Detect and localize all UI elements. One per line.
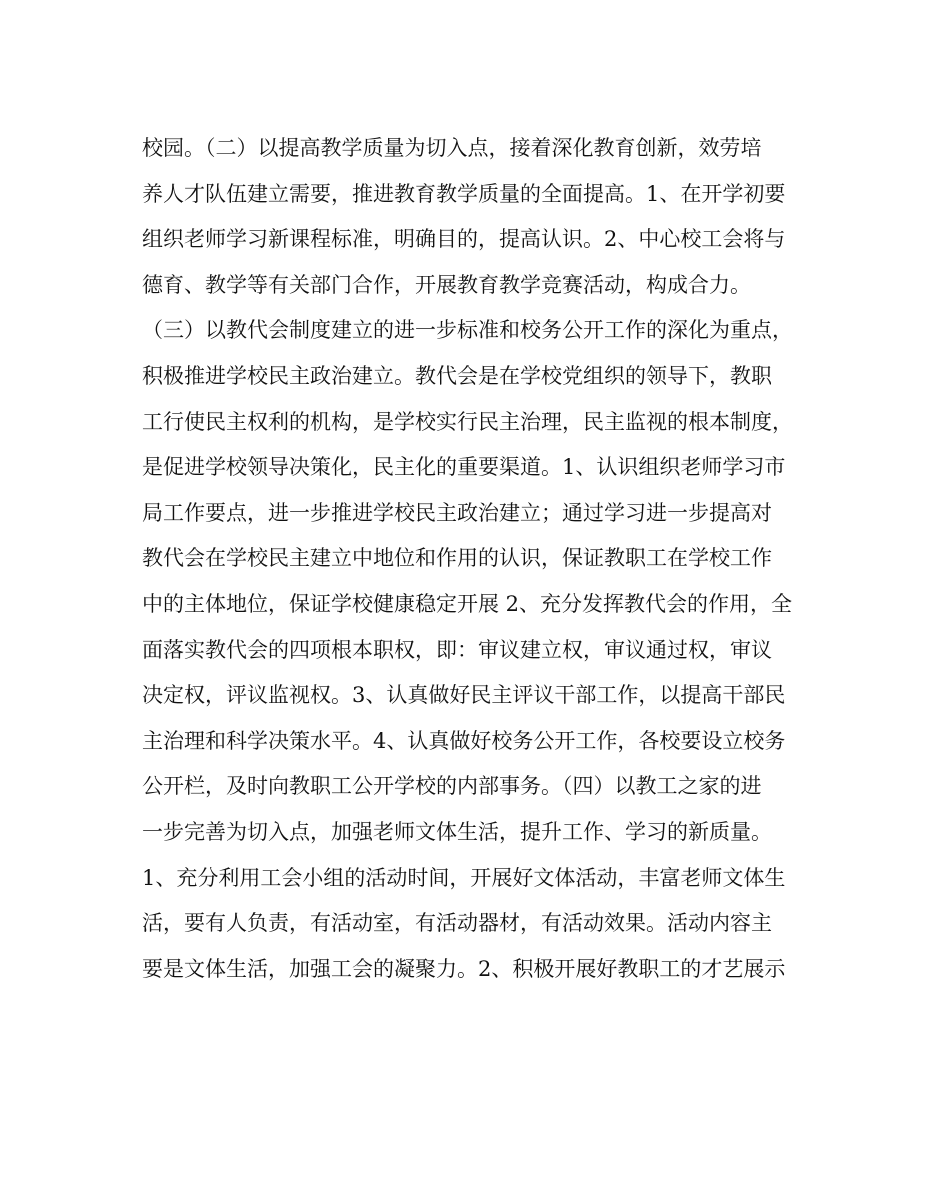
- text-line: 一步完善为切入点，加强老师文体生活，提升工作、学习的新质量。: [142, 819, 772, 844]
- text-line: 是促进学校领导决策化，民主化的重要渠道。1、认识组织老师学习市: [142, 455, 786, 480]
- text-line: 要是文体生活，加强工会的凝聚力。2、积极开展好教职工的才艺展示: [142, 956, 786, 981]
- text-line: 养人才队伍建立需要，推进教育教学质量的全面提高。1、在开学初要: [142, 181, 786, 206]
- text-line: 公开栏，及时向教职工公开学校的内部事务。（四）以教工之家的进: [142, 774, 762, 799]
- body-text: [142, 126, 822, 992]
- text-line: 决定权，评议监视权。3、认真做好民主评议干部工作，以提高干部民: [142, 683, 786, 708]
- text-line: 教代会在学校民主建立中地位和作用的认识，保证教职工在学校工作: [142, 546, 772, 571]
- text-line: 主治理和科学决策水平。4、认真做好校务公开工作，各校要设立校务: [142, 728, 786, 753]
- text-line: 活，要有人负责，有活动室，有活动器材，有活动效果。活动内容主: [142, 911, 772, 936]
- text-line: 中的主体地位，保证学校健康稳定开展 2、充分发挥教代会的作用，全: [142, 591, 793, 616]
- text-line: 面落实教代会的四项根本职权，即：审议建立权，审议通过权，审议: [142, 637, 772, 662]
- text-line: 工行使民主权利的机构，是学校实行民主治理，民主监视的根本制度，: [142, 409, 793, 434]
- text-line: 1、充分利用工会小组的活动时间，开展好文体活动，丰富老师文体生: [142, 865, 786, 890]
- text-line: 组织老师学习新课程标准，明确目的，提高认识。2、中心校工会将与: [142, 227, 786, 252]
- text-line: 局工作要点，进一步推进学校民主政治建立；通过学习进一步提高对: [142, 500, 772, 525]
- text-line: 校园。（二）以提高教学质量为切入点，接着深化教育创新，效劳培: [142, 136, 762, 160]
- text-line: （三）以教代会制度建立的进一步标准和校务公开工作的深化为重点，: [142, 318, 793, 343]
- text-line: 德育、教学等有关部门合作，开展教育教学竞赛活动，构成合力。: [142, 272, 751, 297]
- text-line: 积极推进学校民主政治建立。教代会是在学校党组织的领导下，教职: [142, 363, 772, 388]
